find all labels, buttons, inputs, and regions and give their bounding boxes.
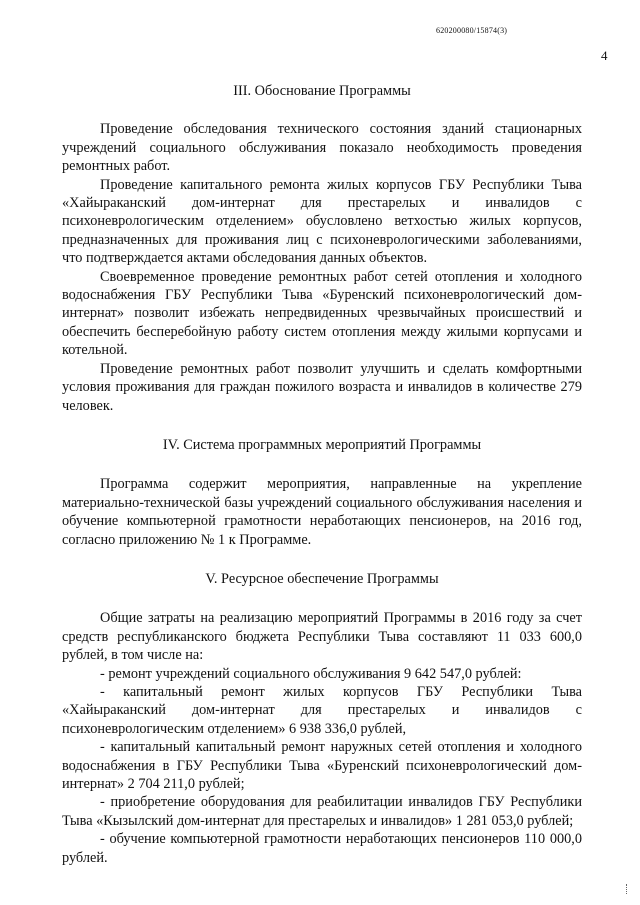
list-item: - обучение компьютерной грамотности неработающих пенсионеров 110 000,0 рублей. [62,831,582,866]
document-id: 620200080/15874(3) [436,26,508,35]
section3-paragraph: Проведение капитального ремонта жилых корпусов ГБУ Республики Тыва «Хайыраканский дом-интернат для престарелых и инвалидов с психоневрологическим отделением» обусловлено ветхостью жилых корпусов, предназначенных для проживания лиц с психоневрологическими заболеваниями, что подтверждается актами обследования данных объектов. [62,176,582,267]
section5-title: V. Ресурсное обеспечение Программы [205,570,439,587]
section5-intro: Общие затраты на реализацию мероприятий Программы в 2016 году за счет средств республиканского бюджета Республики Тыва составляют 11 033 600,0 рублей, в том числе на: [62,610,582,664]
list-item: - капитальный капитальный ремонт наружных сетей отопления и холодного водоснабжения в ГБУ Республики Тыва «Буренский психоневрологический дом-интернат» 2 704 211,0 рублей; [62,739,582,792]
scan-artifact [626,884,630,894]
page-number: 4 [601,48,608,63]
section3-paragraph: Проведение ремонтных работ позволит улучшить и сделать комфортными условия проживания для граждан пожилого возраста и инвалидов в количестве 279 человек. [62,360,582,414]
section3-paragraph: Проведение обследования технического состояния зданий стационарных учреждений социального обслуживания показало необходимость проведения ремонтных работ. [62,121,582,175]
section3-paragraph: Своевременное проведение ремонтных работ сетей отопления и холодного водоснабжения ГБУ Республики Тыва «Буренский психоневрологический дом-интернат» позволит избежать непредвиденных чрезвычайных происшествий и обеспечить бесперебойную работу систем отопления между жилыми корпусами и котельной. [62,268,582,359]
list-item: - капитальный ремонт жилых корпусов ГБУ Республики Тыва «Хайыраканский дом-интернат для престарелых и инвалидов с психоневрологическим отделением» 6 938 336,0 рублей, [62,683,582,737]
list-item: - ремонт учреждений социального обслуживания 9 642 547,0 рублей: [100,665,522,682]
list-item: - приобретение оборудования для реабилитации инвалидов ГБУ Республики Тыва «Кызылский дом-интернат для престарелых и инвалидов» 1 281 053,0 рублей; [62,794,582,829]
document-body [62,82,582,867]
section4-paragraph: Программа содержит мероприятия, направленные на укрепление материально-технической базы учреждений социального обслуживания населения и обучение компьютерной грамотности неработающих пенсионеров, на 2016 год, согласно приложению № 1 к Программе. [62,476,582,548]
section3-title: III. Обоснование Программы [233,83,411,99]
section4-title: IV. Система программных мероприятий Программы [162,436,482,453]
